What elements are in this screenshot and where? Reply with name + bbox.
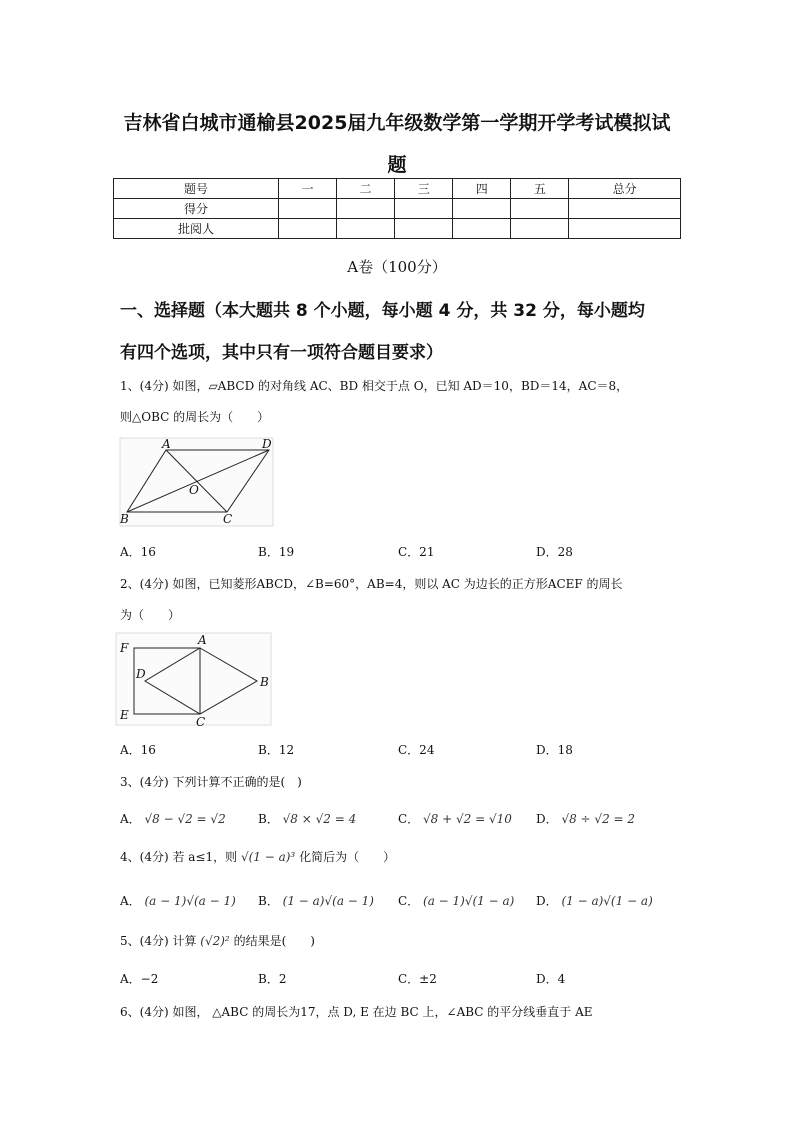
score-table-header-row (114, 179, 681, 199)
question-5-option-c[interactable]: C．±2 (398, 972, 437, 986)
question-3-option-a[interactable] (120, 810, 226, 827)
option-letter: A． (120, 812, 141, 826)
question-3-text: 3、(4分) 下列计算不正确的是( ) (120, 775, 302, 789)
figure-label: C (196, 715, 206, 728)
question-4-math: √(1 − a)³ (240, 850, 296, 864)
score-table-row-label: 批阅人 (114, 219, 279, 239)
question-2-option-a[interactable]: A．16 (120, 743, 156, 757)
score-cell[interactable] (511, 199, 569, 219)
score-table-header-cell: 题号 (114, 179, 279, 199)
figure-label: D (136, 667, 146, 681)
option-math: (a − 1)√(1 − a) (423, 894, 515, 908)
score-table-row-label: 得分 (114, 199, 279, 219)
option-letter: B． (258, 894, 279, 908)
question-6-text: 6、(4分) 如图， △ABC 的周长为17，点 D, E 在边 BC 上，∠ABC 的平分线垂直于 AE (120, 1005, 593, 1019)
question-4-option-a[interactable] (120, 892, 236, 909)
option-letter: C． (398, 812, 420, 826)
question-4-option-b[interactable] (258, 892, 374, 909)
score-table-header-cell: 四 (453, 179, 511, 199)
score-table-header-cell: 五 (511, 179, 569, 199)
option-letter: A． (120, 894, 141, 908)
question-1-text: 1、(4分) 如图，▱ABCD 的对角线 AC、BD 相交于点 O，已知 AD＝10，BD＝14，AC＝8， (120, 379, 629, 393)
figure-label: F (120, 641, 129, 655)
score-cell[interactable] (279, 199, 337, 219)
score-table-header-cell: 二 (337, 179, 395, 199)
grader-cell[interactable] (395, 219, 453, 239)
score-cell[interactable] (453, 199, 511, 219)
question-5-math: (√2)² (200, 934, 230, 948)
section-heading: 一、选择题（本大题共 8 个小题，每小题 4 分，共 32 分，每小题均 (120, 301, 645, 321)
score-cell[interactable] (569, 199, 681, 219)
question-1-text-continued: 则△OBC 的周长为（ ） (120, 410, 270, 424)
option-math: (1 − a)√(1 − a) (561, 894, 653, 908)
option-letter: B． (258, 812, 279, 826)
grader-cell[interactable] (279, 219, 337, 239)
question-4-prefix: 4、(4分) 若 a≤1，则 (120, 850, 238, 864)
grader-cell[interactable] (337, 219, 395, 239)
option-math: √8 ÷ √2 = 2 (561, 812, 636, 826)
score-table-header-cell: 总分 (569, 179, 681, 199)
score-cell[interactable] (395, 199, 453, 219)
question-5-option-b[interactable]: B．2 (258, 972, 287, 986)
section-heading-continued: 有四个选项，其中只有一项符合题目要求） (120, 343, 443, 363)
grader-cell[interactable] (569, 219, 681, 239)
figure-label: A (198, 633, 207, 647)
question-3-option-d[interactable] (536, 810, 635, 827)
option-math: (1 − a)√(a − 1) (282, 894, 374, 908)
option-math: √8 × √2 = 4 (282, 812, 357, 826)
question-5-option-a[interactable]: A．−2 (120, 972, 159, 986)
option-letter: D． (536, 812, 558, 826)
figure-label: O (189, 483, 199, 497)
option-math: (a − 1)√(a − 1) (144, 894, 236, 908)
score-table-row (114, 199, 681, 219)
grader-cell[interactable] (511, 219, 569, 239)
score-table-row (114, 219, 681, 239)
volume-label: A卷（100分） (347, 258, 447, 276)
question-5-prefix: 5、(4分) 计算 (120, 934, 197, 948)
question-3-option-b[interactable] (258, 810, 356, 827)
question-2-option-b[interactable]: B．12 (258, 743, 295, 757)
figure-label: B (260, 675, 269, 689)
question-1-option-c[interactable]: C．21 (398, 545, 435, 559)
option-letter: D． (536, 894, 558, 908)
question-5-text (120, 932, 315, 949)
question-2-text: 2、(4分) 如图，已知菱形ABCD，∠B=60°，AB=4，则以 AC 为边长的正方形ACEF 的周长 (120, 577, 623, 591)
question-5-option-d[interactable]: D．4 (536, 972, 566, 986)
question-1-option-b[interactable]: B．19 (258, 545, 295, 559)
grader-cell[interactable] (453, 219, 511, 239)
question-1-option-a[interactable]: A．16 (120, 545, 156, 559)
score-table-header-cell: 一 (279, 179, 337, 199)
question-5-suffix: 的结果是( ) (233, 934, 315, 948)
score-table (113, 178, 681, 239)
page-title: 吉林省白城市通榆县2025届九年级数学第一学期开学考试模拟试 (123, 112, 671, 134)
question-4-option-c[interactable] (398, 892, 514, 909)
option-math: √8 + √2 = √10 (423, 812, 512, 826)
question-3-option-c[interactable] (398, 810, 512, 827)
figure-label: D (262, 437, 272, 451)
question-4-text (120, 848, 395, 865)
figure-label: E (120, 708, 129, 722)
question-4-option-d[interactable] (536, 892, 653, 909)
page-title-continued: 题 (387, 154, 407, 176)
option-math: √8 − √2 = √2 (144, 812, 226, 826)
figure-label: A (162, 437, 171, 451)
question-2-text-continued: 为（ ） (120, 608, 181, 622)
figure-label: B (120, 512, 129, 526)
score-table-header-cell: 三 (395, 179, 453, 199)
question-2-option-d[interactable]: D．18 (536, 743, 573, 757)
option-letter: C． (398, 894, 420, 908)
score-cell[interactable] (337, 199, 395, 219)
question-2-figure (115, 632, 272, 728)
question-1-figure (119, 437, 274, 529)
question-4-suffix: 化简后为（ ） (299, 850, 396, 864)
question-1-option-d[interactable]: D．28 (536, 545, 573, 559)
question-2-option-c[interactable]: C．24 (398, 743, 435, 757)
figure-label: C (223, 512, 233, 526)
